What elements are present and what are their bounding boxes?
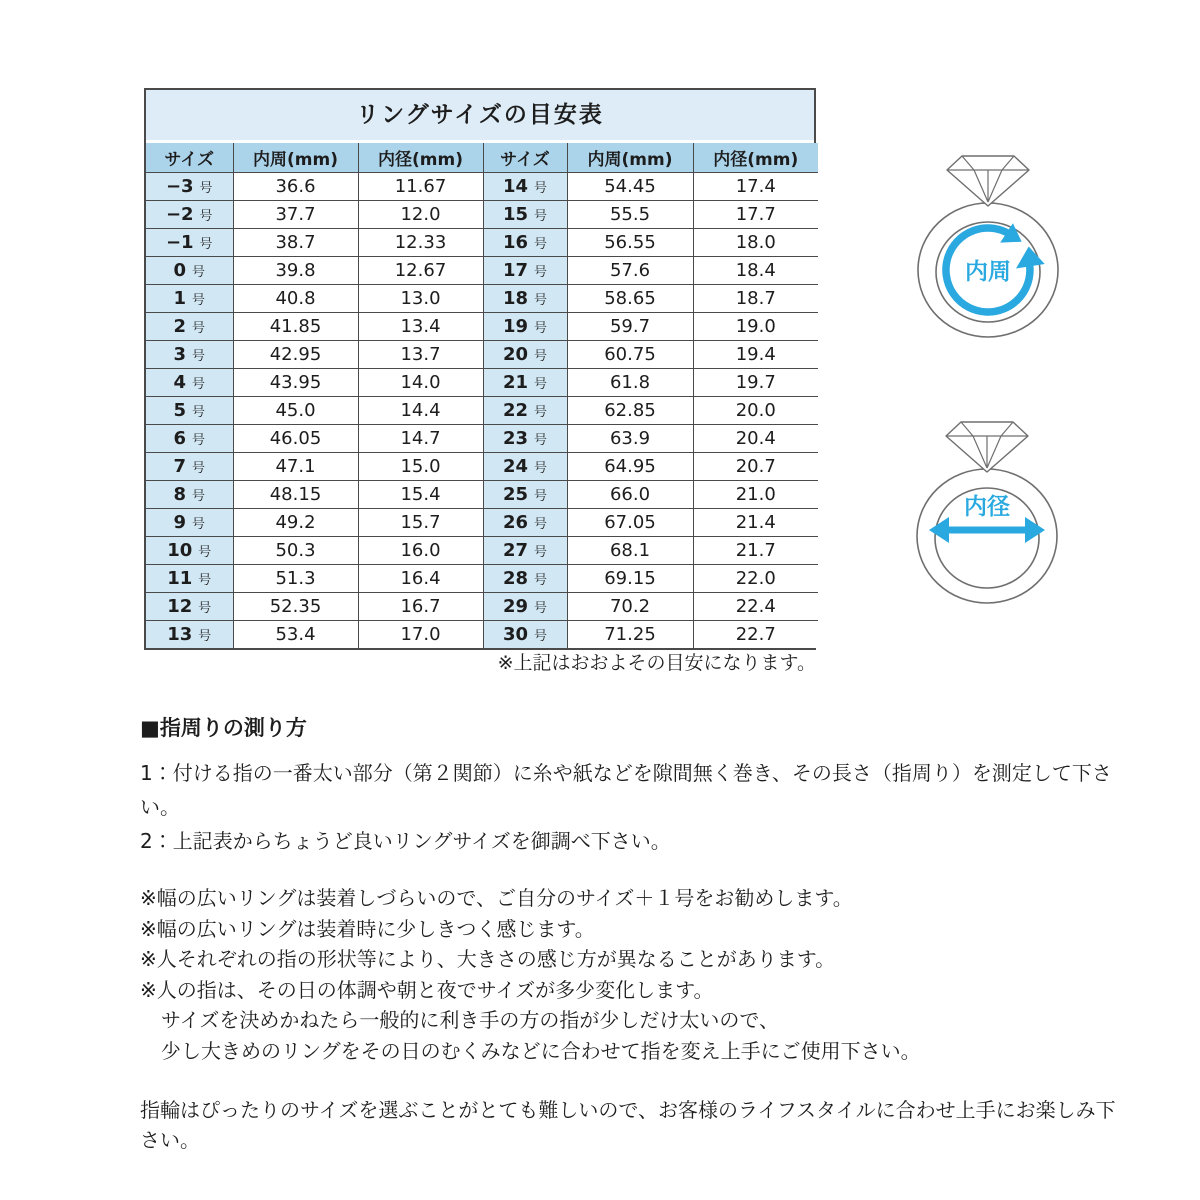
measuring-instructions — [140, 712, 1120, 1175]
size-cell-right: 24 号 — [483, 453, 567, 481]
diameter-cell-right: 20.4 — [693, 425, 818, 453]
table-row — [146, 593, 818, 621]
circumference-cell-left: 53.4 — [233, 621, 358, 649]
table-row — [146, 481, 818, 509]
diameter-cell-left: 12.33 — [358, 229, 483, 257]
note-line-continued: 少し大きめのリングをその日のむくみなどに合わせて指を変え上手にご使用下さい。 — [161, 1038, 921, 1063]
diameter-cell-left: 14.4 — [358, 397, 483, 425]
size-cell-left: −1 号 — [146, 229, 233, 257]
circumference-cell-right: 63.9 — [567, 425, 693, 453]
circumference-cell-left: 43.95 — [233, 369, 358, 397]
table-row — [146, 425, 818, 453]
table-header-row — [146, 143, 818, 173]
diameter-cell-right: 21.0 — [693, 481, 818, 509]
size-cell-right: 30 号 — [483, 621, 567, 649]
circumference-cell-right: 59.7 — [567, 313, 693, 341]
diameter-cell-left: 13.7 — [358, 341, 483, 369]
diameter-cell-right: 20.7 — [693, 453, 818, 481]
size-cell-right: 23 号 — [483, 425, 567, 453]
diameter-cell-left: 15.0 — [358, 453, 483, 481]
size-cell-left: 6 号 — [146, 425, 233, 453]
circumference-cell-left: 48.15 — [233, 481, 358, 509]
diameter-cell-left: 16.4 — [358, 565, 483, 593]
diameter-cell-left: 12.0 — [358, 201, 483, 229]
diameter-cell-left: 15.7 — [358, 509, 483, 537]
table-row — [146, 341, 818, 369]
diameter-cell-right: 18.0 — [693, 229, 818, 257]
size-cell-right: 28 号 — [483, 565, 567, 593]
size-cell-right: 25 号 — [483, 481, 567, 509]
diameter-cell-left: 11.67 — [358, 173, 483, 201]
diameter-cell-left: 13.4 — [358, 313, 483, 341]
diameter-cell-left: 17.0 — [358, 621, 483, 649]
size-cell-right: 27 号 — [483, 537, 567, 565]
size-cell-left: 2 号 — [146, 313, 233, 341]
diameter-cell-left: 12.67 — [358, 257, 483, 285]
circumference-cell-right: 71.25 — [567, 621, 693, 649]
diameter-cell-right: 21.7 — [693, 537, 818, 565]
diamond-icon — [946, 422, 1028, 472]
circumference-cell-right: 62.85 — [567, 397, 693, 425]
circumference-cell-right: 67.05 — [567, 509, 693, 537]
size-cell-left: −3 号 — [146, 173, 233, 201]
size-cell-right: 29 号 — [483, 593, 567, 621]
diameter-cell-left: 13.0 — [358, 285, 483, 313]
circumference-cell-right: 61.8 — [567, 369, 693, 397]
inner-circumference-label: 内周 — [965, 259, 1011, 285]
table-row — [146, 509, 818, 537]
circumference-cell-right: 54.45 — [567, 173, 693, 201]
footer-advice: 指輪はぴったりのサイズを選ぶことがとても難しいので、お客様のライフスタイルに合わせ上手にお楽しみ下さい。 — [140, 1098, 1116, 1152]
circumference-cell-left: 38.7 — [233, 229, 358, 257]
note-line: ※幅の広いリングは装着しづらいので、ご自分のサイズ＋１号をお勧めします。 — [140, 886, 853, 910]
diameter-cell-right: 20.0 — [693, 397, 818, 425]
size-cell-left: 0 号 — [146, 257, 233, 285]
diameter-cell-right: 19.7 — [693, 369, 818, 397]
diameter-cell-left: 14.0 — [358, 369, 483, 397]
size-cell-left: 7 号 — [146, 453, 233, 481]
table-row — [146, 537, 818, 565]
col-header-size-right: サイズ — [483, 143, 567, 173]
table-row — [146, 201, 818, 229]
diameter-cell-left: 15.4 — [358, 481, 483, 509]
size-cell-right: 14 号 — [483, 173, 567, 201]
circumference-cell-right: 58.65 — [567, 285, 693, 313]
circumference-cell-left: 50.3 — [233, 537, 358, 565]
circumference-cell-left: 36.6 — [233, 173, 358, 201]
table-row — [146, 565, 818, 593]
circumference-cell-left: 39.8 — [233, 257, 358, 285]
circumference-cell-left: 40.8 — [233, 285, 358, 313]
diameter-cell-right: 22.0 — [693, 565, 818, 593]
table-row — [146, 397, 818, 425]
table-approximation-note: ※上記はおおよその目安になります。 — [497, 652, 816, 674]
table-row — [146, 285, 818, 313]
circumference-cell-left: 37.7 — [233, 201, 358, 229]
col-header-diameter-right: 内径(mm) — [693, 143, 818, 173]
circumference-cell-right: 57.6 — [567, 257, 693, 285]
size-cell-left: −2 号 — [146, 201, 233, 229]
size-cell-right: 17 号 — [483, 257, 567, 285]
circumference-cell-left: 51.3 — [233, 565, 358, 593]
size-cell-right: 21 号 — [483, 369, 567, 397]
diameter-cell-right: 18.7 — [693, 285, 818, 313]
table-row — [146, 453, 818, 481]
circumference-cell-left: 52.35 — [233, 593, 358, 621]
size-cell-right: 18 号 — [483, 285, 567, 313]
diameter-cell-right: 19.4 — [693, 341, 818, 369]
table-row — [146, 173, 818, 201]
note-line: ※人それぞれの指の形状等により、大きさの感じ方が異なることがあります。 — [140, 947, 836, 971]
size-cell-left: 5 号 — [146, 397, 233, 425]
note-line: ※人の指は、その日の体調や朝と夜でサイズが多少変化します。 — [140, 977, 714, 1002]
diamond-icon — [947, 156, 1029, 206]
instruction-notes — [140, 883, 1120, 1066]
table-row — [146, 369, 818, 397]
ring-inner-circumference-diagram — [898, 140, 1078, 355]
diameter-cell-right: 19.0 — [693, 313, 818, 341]
circumference-cell-right: 56.55 — [567, 229, 693, 257]
circumference-cell-left: 47.1 — [233, 453, 358, 481]
note-line-continued: サイズを決めかねたら一般的に利き手の方の指が少しだけ太いので、 — [161, 1008, 779, 1032]
table-title: リングサイズの目安表 — [146, 90, 814, 140]
size-cell-left: 3 号 — [146, 341, 233, 369]
ring-size-table — [144, 88, 816, 650]
diameter-cell-right: 18.4 — [693, 257, 818, 285]
table-row — [146, 621, 818, 649]
col-header-diameter-left: 内径(mm) — [358, 143, 483, 173]
size-cell-left: 11 号 — [146, 565, 233, 593]
size-cell-right: 26 号 — [483, 509, 567, 537]
size-cell-right: 20 号 — [483, 341, 567, 369]
circumference-cell-right: 69.15 — [567, 565, 693, 593]
size-cell-right: 22 号 — [483, 397, 567, 425]
size-table-grid — [146, 143, 818, 648]
ring-inner-diameter-diagram — [897, 406, 1077, 621]
col-header-size-left: サイズ — [146, 143, 233, 173]
circumference-cell-right: 55.5 — [567, 201, 693, 229]
size-cell-left: 1 号 — [146, 285, 233, 313]
circumference-cell-left: 42.95 — [233, 341, 358, 369]
circumference-cell-right: 70.2 — [567, 593, 693, 621]
size-cell-left: 13 号 — [146, 621, 233, 649]
diameter-cell-right: 22.4 — [693, 593, 818, 621]
diameter-cell-right: 17.4 — [693, 173, 818, 201]
diameter-cell-left: 16.7 — [358, 593, 483, 621]
table-row — [146, 313, 818, 341]
instruction-step-2: 2：上記表からちょうど良いリングサイズを御調べ下さい。 — [140, 829, 671, 853]
size-cell-left: 9 号 — [146, 509, 233, 537]
circumference-cell-right: 60.75 — [567, 341, 693, 369]
circumference-cell-right: 64.95 — [567, 453, 693, 481]
diameter-cell-right: 21.4 — [693, 509, 818, 537]
circumference-cell-left: 46.05 — [233, 425, 358, 453]
size-cell-left: 4 号 — [146, 369, 233, 397]
note-line: ※幅の広いリングは装着時に少しきつく感じます。 — [140, 916, 595, 941]
size-table-body — [146, 173, 818, 649]
diameter-cell-right: 22.7 — [693, 621, 818, 649]
diameter-cell-right: 17.7 — [693, 201, 818, 229]
col-header-circumference-right: 内周(mm) — [567, 143, 693, 173]
circumference-cell-left: 45.0 — [233, 397, 358, 425]
inner-diameter-label: 内径 — [964, 494, 1010, 520]
size-cell-right: 19 号 — [483, 313, 567, 341]
size-cell-right: 16 号 — [483, 229, 567, 257]
instructions-heading: ■指周りの測り方 — [140, 716, 307, 740]
size-cell-left: 10 号 — [146, 537, 233, 565]
diameter-cell-left: 16.0 — [358, 537, 483, 565]
size-cell-right: 15 号 — [483, 201, 567, 229]
diameter-cell-left: 14.7 — [358, 425, 483, 453]
size-cell-left: 12 号 — [146, 593, 233, 621]
table-row — [146, 257, 818, 285]
col-header-circumference-left: 内周(mm) — [233, 143, 358, 173]
circumference-cell-left: 49.2 — [233, 509, 358, 537]
instruction-step-1: 1：付ける指の一番太い部分（第２関節）に糸や紙などを隙間無く巻き、その長さ（指周り）を測定して下さい。 — [140, 761, 1112, 819]
circumference-cell-right: 68.1 — [567, 537, 693, 565]
circumference-cell-right: 66.0 — [567, 481, 693, 509]
size-cell-left: 8 号 — [146, 481, 233, 509]
circumference-cell-left: 41.85 — [233, 313, 358, 341]
table-row — [146, 229, 818, 257]
